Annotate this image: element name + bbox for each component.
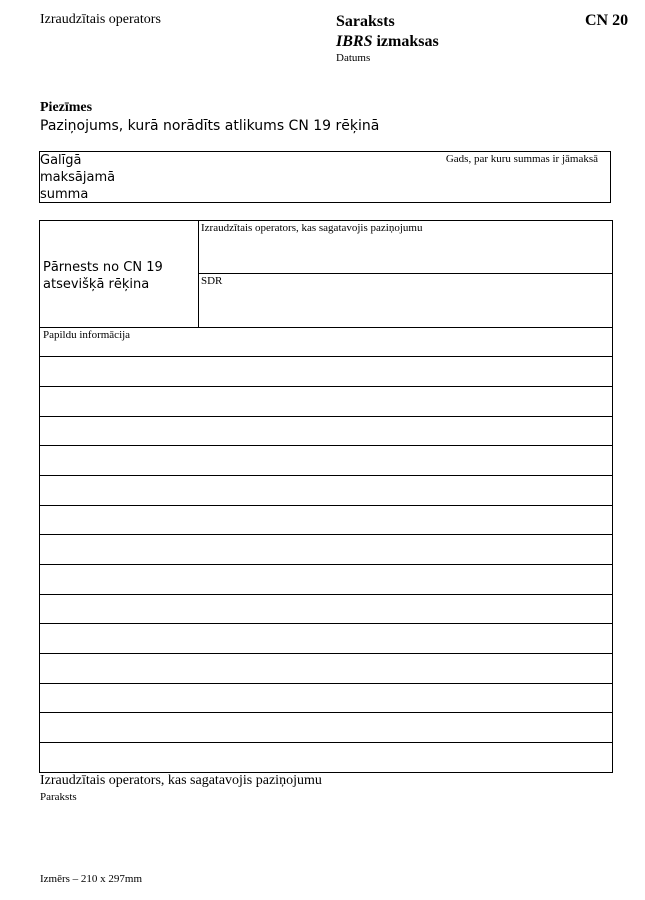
subtitle-italic: IBRS xyxy=(336,33,373,50)
ruled-line xyxy=(40,623,612,624)
form-subtitle xyxy=(336,32,439,51)
additional-info-label: Papildu informācija xyxy=(43,329,131,341)
ruled-line xyxy=(40,742,612,743)
final-amount-label: Galīgā maksājamā summa xyxy=(40,153,116,202)
preparing-operator-cell[interactable] xyxy=(199,221,612,274)
preparing-operator-label: Izraudzītais operators, kas sagatavojis paziņojumu xyxy=(201,222,423,234)
sdr-cell[interactable] xyxy=(199,274,612,327)
ruled-line xyxy=(40,712,612,713)
ruled-line xyxy=(40,356,612,357)
date-label: Datums xyxy=(336,52,371,64)
transfer-cell[interactable] xyxy=(40,221,199,327)
transfer-label: Pārnests no CN 19 atsevišķā rēķina xyxy=(43,260,163,292)
form-code: CN 20 xyxy=(585,12,629,29)
ruled-line xyxy=(40,505,612,506)
ruled-line xyxy=(40,327,612,328)
ruled-line xyxy=(40,416,612,417)
ruled-line xyxy=(40,445,612,446)
ruled-line xyxy=(40,683,612,684)
designated-operator-label: Izraudzītais operators xyxy=(40,12,161,27)
ruled-line xyxy=(40,653,612,654)
statement-grid xyxy=(39,220,613,773)
footer-operator-label: Izraudzītais operators, kas sagatavojis paziņojumu xyxy=(40,773,322,788)
notes-text: Paziņojums, kurā norādīts atlikums CN 19 rēķinā xyxy=(40,118,380,134)
ruled-line xyxy=(40,475,612,476)
ruled-line xyxy=(40,534,612,535)
paper-size-label: Izmērs – 210 x 297mm xyxy=(40,873,143,885)
sdr-label: SDR xyxy=(201,275,223,287)
form-title: Saraksts xyxy=(336,13,395,30)
signature-label: Paraksts xyxy=(40,791,77,803)
ruled-line xyxy=(40,386,612,387)
subtitle-rest: izmaksas xyxy=(372,33,439,50)
ruled-line xyxy=(40,564,612,565)
ruled-line xyxy=(40,594,612,595)
final-amount-box[interactable] xyxy=(39,151,611,203)
year-label: Gads, par kuru summas ir jāmaksā xyxy=(445,153,598,165)
notes-title: Piezīmes xyxy=(40,100,93,115)
